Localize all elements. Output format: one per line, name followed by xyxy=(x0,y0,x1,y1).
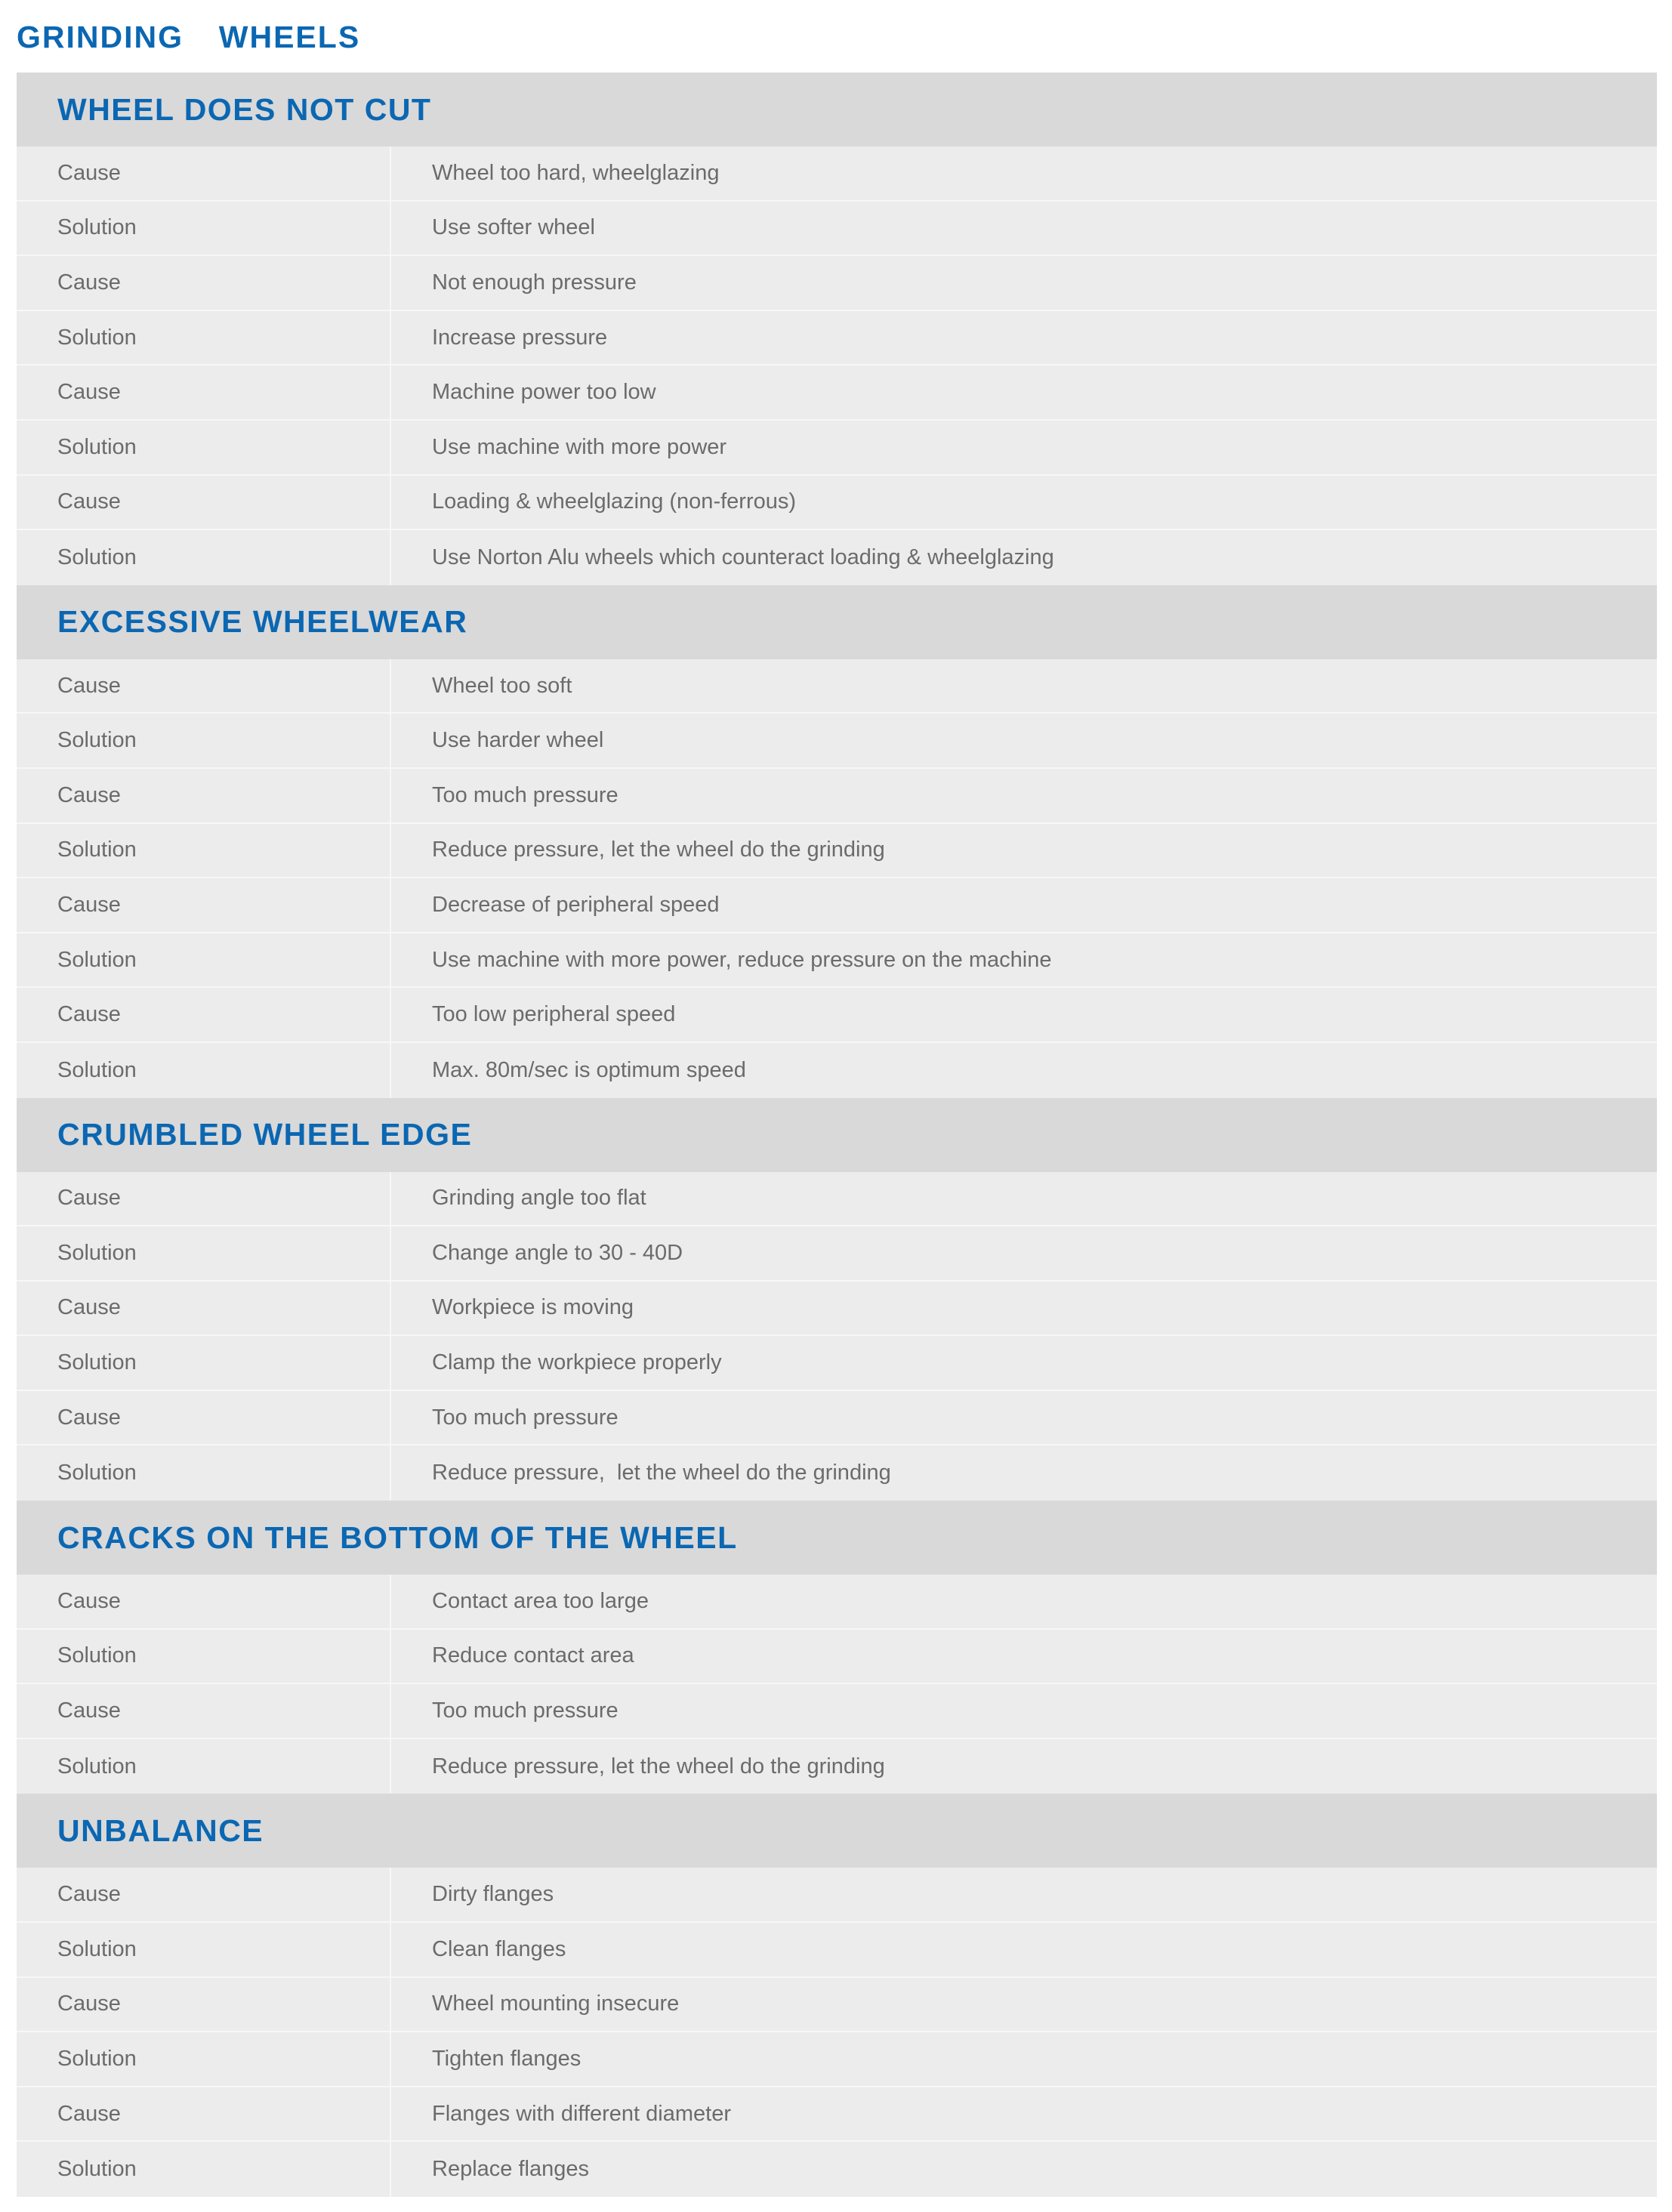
table-row xyxy=(17,1445,1657,1501)
row-description: Workpiece is moving xyxy=(432,1295,634,1320)
row-description: Too low peripheral speed xyxy=(432,1002,676,1027)
table-row xyxy=(17,366,1657,421)
row-type-label: Solution xyxy=(17,1336,391,1390)
row-type-label: Solution xyxy=(17,421,391,474)
table-row xyxy=(17,1391,1657,1446)
row-description: Too much pressure xyxy=(432,782,619,807)
row-type-label: Solution xyxy=(17,714,391,767)
table-row xyxy=(17,1575,1657,1630)
section-title: WHEEL DOES NOT CUT xyxy=(57,91,432,127)
section xyxy=(17,585,1657,1098)
row-description: Use harder wheel xyxy=(432,728,604,753)
table-row xyxy=(17,1630,1657,1685)
row-type-label: Cause xyxy=(17,1391,391,1445)
table-row xyxy=(17,714,1657,769)
row-description: Max. 80m/sec is optimum speed xyxy=(432,1057,746,1082)
row-type-label: Cause xyxy=(17,1282,391,1335)
row-type-label: Cause xyxy=(17,1684,391,1738)
page-title: GRINDING WHEELS xyxy=(17,20,361,54)
row-description: Reduce pressure, let the wheel do the grinding xyxy=(432,838,885,862)
row-description: Decrease of peripheral speed xyxy=(432,892,720,917)
row-description: Reduce pressure, let the wheel do the grinding xyxy=(432,1461,891,1485)
row-type-label: Solution xyxy=(17,530,391,585)
row-description: Wheel too hard, wheelglazing xyxy=(432,160,720,185)
row-description: Wheel too soft xyxy=(432,673,572,698)
table-row xyxy=(17,659,1657,714)
section-header xyxy=(17,1794,1657,1868)
table-row xyxy=(17,1868,1657,1923)
table-row xyxy=(17,256,1657,311)
row-description: Grinding angle too flat xyxy=(432,1186,646,1211)
table-row xyxy=(17,1923,1657,1978)
section-title: CRACKS ON THE BOTTOM OF THE WHEEL xyxy=(57,1519,738,1555)
row-type-label: Cause xyxy=(17,366,391,419)
row-type-label: Cause xyxy=(17,1575,391,1628)
table-row xyxy=(17,933,1657,989)
row-description: Contact area too large xyxy=(432,1588,649,1613)
table-row xyxy=(17,1043,1657,1098)
section xyxy=(17,72,1657,585)
row-type-label: Cause xyxy=(17,147,391,200)
table-row xyxy=(17,1226,1657,1282)
row-type-label: Solution xyxy=(17,933,391,987)
row-type-label: Cause xyxy=(17,476,391,529)
row-description: Loading & wheelglazing (non-ferrous) xyxy=(432,489,797,514)
row-type-label: Solution xyxy=(17,2032,391,2086)
row-description: Use softer wheel xyxy=(432,215,595,240)
row-type-label: Solution xyxy=(17,1630,391,1683)
table-row xyxy=(17,202,1657,257)
row-type-label: Solution xyxy=(17,1445,391,1501)
table-row xyxy=(17,1978,1657,2033)
row-type-label: Cause xyxy=(17,1172,391,1226)
section-header xyxy=(17,1098,1657,1172)
table-row xyxy=(17,2032,1657,2087)
row-type-label: Solution xyxy=(17,202,391,255)
row-type-label: Cause xyxy=(17,2087,391,2141)
row-description: Clean flanges xyxy=(432,1936,566,1961)
row-description: Increase pressure xyxy=(432,325,608,350)
section xyxy=(17,1794,1657,2197)
row-type-label: Solution xyxy=(17,311,391,365)
row-type-label: Cause xyxy=(17,1978,391,2032)
row-description: Too much pressure xyxy=(432,1405,619,1430)
row-type-label: Solution xyxy=(17,2142,391,2197)
row-description: Use machine with more power xyxy=(432,434,727,459)
section-title: CRUMBLED WHEEL EDGE xyxy=(57,1117,473,1152)
row-type-label: Cause xyxy=(17,769,391,822)
row-description: Use Norton Alu wheels which counteract loading & wheelglazing xyxy=(432,545,1054,569)
table-row xyxy=(17,878,1657,933)
row-type-label: Cause xyxy=(17,988,391,1041)
table-row xyxy=(17,988,1657,1043)
row-description: Wheel mounting insecure xyxy=(432,1991,680,2016)
row-type-label: Solution xyxy=(17,1739,391,1794)
row-description: Use machine with more power, reduce pressure on the machine xyxy=(432,947,1052,972)
row-type-label: Solution xyxy=(17,1923,391,1976)
row-description: Tighten flanges xyxy=(432,2047,581,2072)
table-row xyxy=(17,769,1657,824)
table-row xyxy=(17,1739,1657,1794)
table-row xyxy=(17,311,1657,366)
row-description: Reduce contact area xyxy=(432,1643,634,1668)
row-type-label: Solution xyxy=(17,824,391,878)
section-header xyxy=(17,1501,1657,1575)
row-type-label: Cause xyxy=(17,1868,391,1921)
row-type-label: Solution xyxy=(17,1043,391,1098)
table-row xyxy=(17,421,1657,476)
row-description: Dirty flanges xyxy=(432,1882,554,1907)
section-title: UNBALANCE xyxy=(57,1812,264,1848)
section-title: EXCESSIVE WHEELWEAR xyxy=(57,604,468,640)
row-description: Machine power too low xyxy=(432,380,656,405)
table-row xyxy=(17,2142,1657,2197)
row-description: Too much pressure xyxy=(432,1698,619,1723)
row-description: Clamp the workpiece properly xyxy=(432,1350,722,1375)
row-description: Not enough pressure xyxy=(432,270,637,295)
row-description: Change angle to 30 - 40D xyxy=(432,1240,683,1265)
table-row xyxy=(17,530,1657,585)
row-type-label: Cause xyxy=(17,659,391,713)
table-row xyxy=(17,824,1657,879)
table-row xyxy=(17,2087,1657,2143)
table-row xyxy=(17,1336,1657,1391)
troubleshooting-table xyxy=(17,72,1657,2197)
table-row xyxy=(17,1172,1657,1227)
row-type-label: Cause xyxy=(17,878,391,932)
table-row xyxy=(17,1684,1657,1739)
section xyxy=(17,1501,1657,1794)
row-type-label: Solution xyxy=(17,1226,391,1280)
row-description: Reduce pressure, let the wheel do the grinding xyxy=(432,1754,885,1779)
section-header xyxy=(17,585,1657,659)
section-header xyxy=(17,72,1657,147)
table-row xyxy=(17,476,1657,531)
table-row xyxy=(17,147,1657,202)
section xyxy=(17,1098,1657,1501)
table-row xyxy=(17,1282,1657,1337)
row-description: Replace flanges xyxy=(432,2157,589,2182)
row-type-label: Cause xyxy=(17,256,391,310)
row-description: Flanges with different diameter xyxy=(432,2101,732,2126)
